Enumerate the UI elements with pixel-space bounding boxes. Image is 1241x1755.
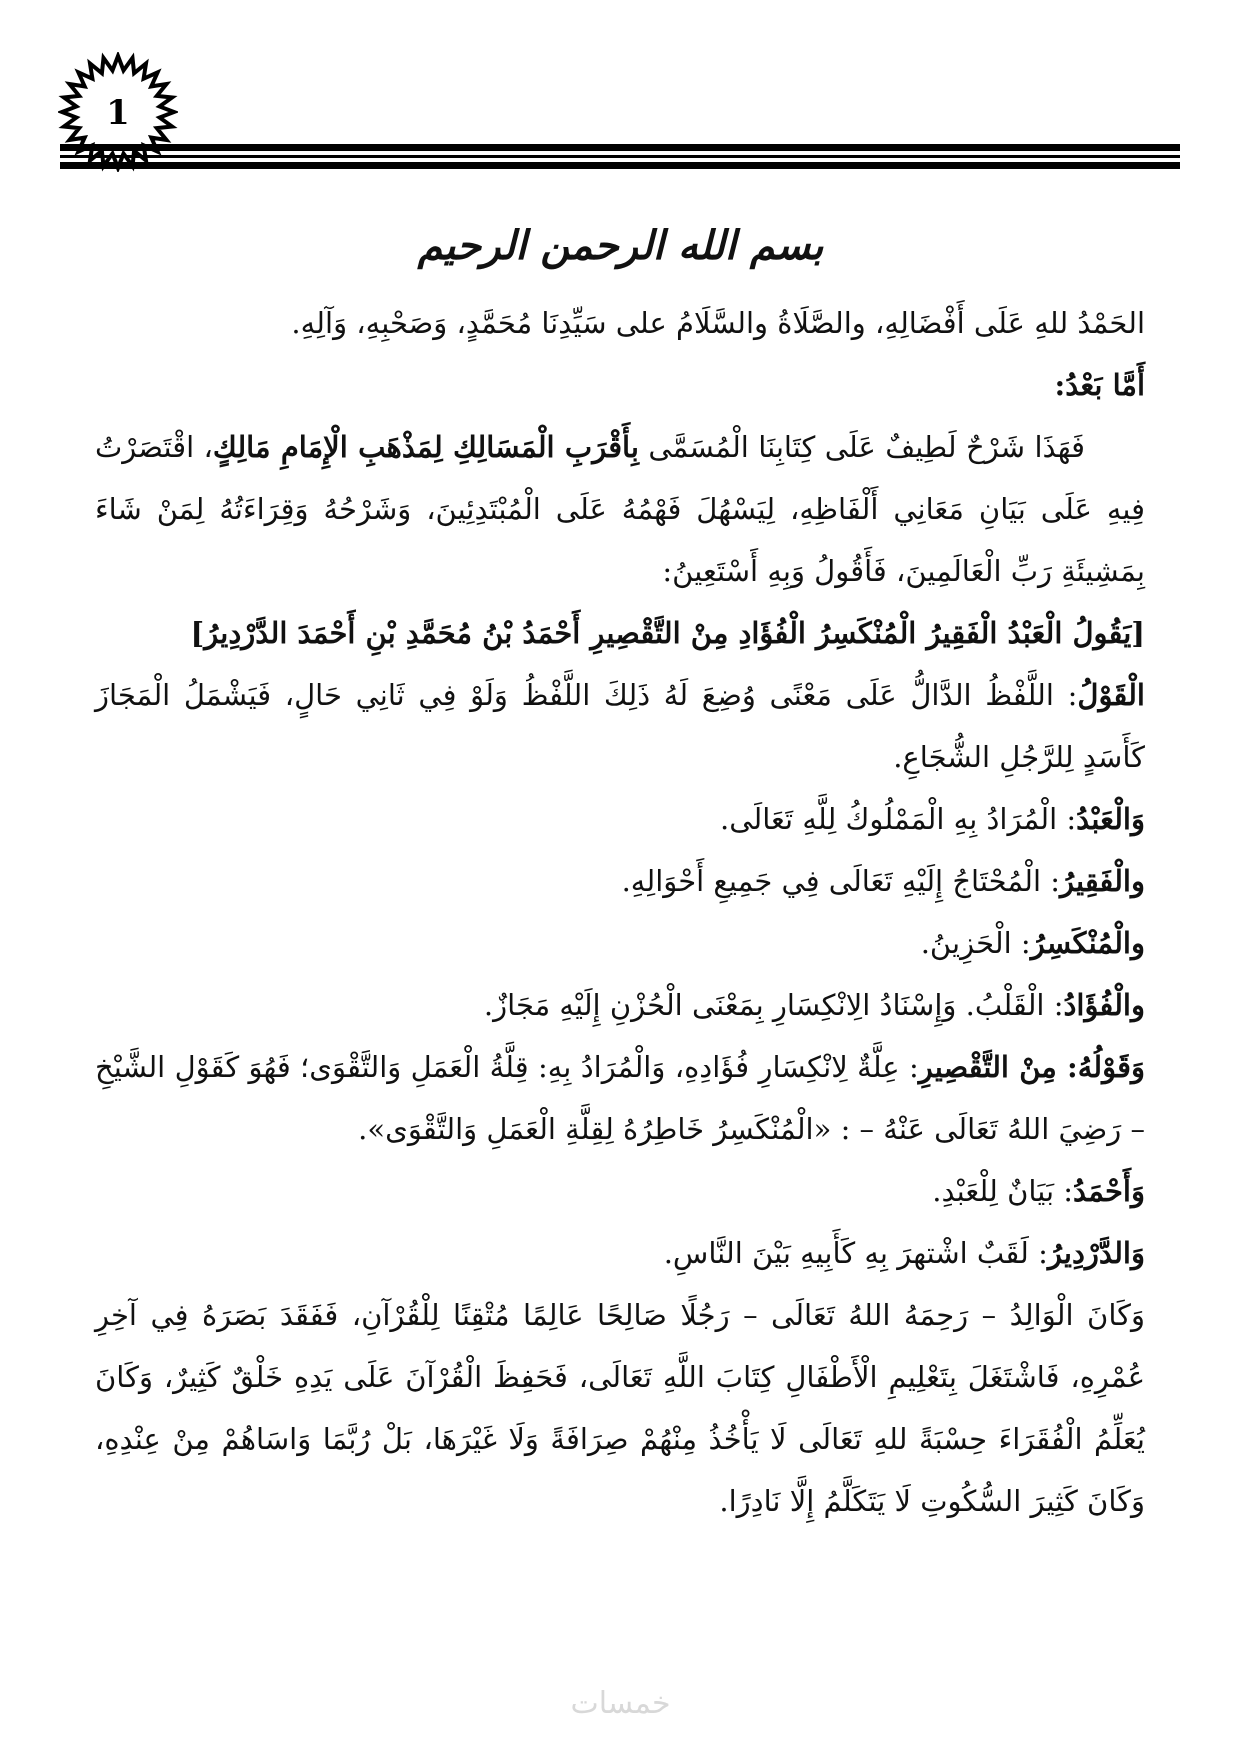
starburst-icon <box>58 52 178 172</box>
paragraph-father: وَكَانَ الْوَالِدُ – رَحِمَهُ اللهُ تَعَالَى – رَجُلًا صَالِحًا عَالِمًا مُتْقِنًا لِلْقُرْآنِ، فَفَقَدَ بَصَرَهُ فِي آخِرِ عُمْرِهِ، فَاشْتَغَلَ بِتَعْلِيمِ الْأَطْفَالِ كِتَابَ اللَّهِ تَعَالَى، فَحَفِظَ الْقُرْآنَ عَلَى يَدِهِ خَلْقٌ كَثِيرٌ، وَكَانَ يُعَلِّمُ الْفُقَرَاءَ حِسْبَةً للهِ تَعَالَى لَا يَأْخُذُ مِنْهُمْ صِرَافَةً وَلَا غَيْرَهَا، بَلْ رُبَّمَا وَاسَاهُمْ مِنْ عِنْدِهِ، وَكَانَ كَثِيرَ السُّكُوتِ لَا يَتَكَلَّمُ إِلَّا نَادِرًا. <box>95 1298 1145 1518</box>
paragraph-praise: الحَمْدُ للهِ عَلَى أَفْضَالِهِ، والصَّلَاةُ والسَّلَامُ على سَيِّدِنَا مُحَمَّدٍ، وَصَحْبِهِ، وَآلِهِ. <box>291 306 1145 340</box>
paragraph-dardir: وَالدَّرْدِيرُ: لَقَبٌ اشْتهرَ بِهِ كَأَبِيهِ بَيْنَ النَّاسِ. <box>663 1236 1145 1270</box>
paragraph-faqir: والْفَقِيرُ: الْمُحْتَاجُ إِلَيْهِ تَعَالَى فِي جَمِيعِ أَحْوَالِهِ. <box>621 864 1145 898</box>
page-number-badge <box>58 52 178 172</box>
page-header <box>0 0 1241 200</box>
page-number: 1 <box>106 93 130 133</box>
basmala-calligraphy: بسم الله الرحمن الرحيم <box>417 222 824 269</box>
paragraph-ahmad: وَأَحْمَدُ: بَيَانٌ لِلْعَبْدِ. <box>932 1174 1145 1208</box>
paragraph-fuad: والْفُؤَادُ: الْقَلْبُ. وَإِسْنَادُ الِانْكِسَارِ بِمَعْنَى الْحُزْنِ إِلَيْهِ مَجَازٌ. <box>483 988 1145 1022</box>
paragraph-qawl: الْقَوْلُ: اللَّفْظُ الدَّالُّ عَلَى مَعْنًى وُضِعَ لَهُ ذَلِكَ اللَّفْظُ وَلَوْ فِي ثَانِي حَالٍ، فَيَشْمَلُ الْمَجَازَ كَأَسَدٍ لِلرَّجُلِ الشُّجَاعِ. <box>95 678 1145 774</box>
header-rule-middle <box>60 155 1180 158</box>
header-rule-bottom <box>60 162 1180 169</box>
paragraph-matn-quote: [يَقُولُ الْعَبْدُ الْفَقِيرُ الْمُنْكَسِرُ الْفُؤَادِ مِنْ التَّقْصِيرِ أَحْمَدُ بْنُ مُحَمَّدِ بْنِ أَحْمَدَ الدَّرْدِيرُ] <box>190 616 1145 650</box>
header-rule-top <box>60 144 1180 151</box>
paragraph-munkasir: والْمُنْكَسِرُ: الْحَزِينُ. <box>920 926 1145 960</box>
paragraph-amma-bad: أَمَّا بَعْدُ: <box>1054 368 1145 402</box>
document-body <box>95 292 1145 1532</box>
paragraph-taqsir: وَقَوْلُهُ: مِنْ التَّقْصِيرِ: عِلَّةٌ لِانْكِسَارِ فُؤَادِهِ، وَالْمُرَادُ بِهِ: قِلَّةُ الْعَمَلِ وَالتَّقْوَى؛ فَهُوَ كَقَوْلِ الشَّيْخِ – رَضِيَ اللهُ تَعَالَى عَنْهُ – : «الْمُنْكَسِرُ خَاطِرُهُ لِقِلَّةِ الْعَمَلِ وَالتَّقْوَى». <box>95 1050 1145 1146</box>
paragraph-intro: فَهَذَا شَرْحٌ لَطِيفٌ عَلَى كِتَابِنَا الْمُسَمَّى بِأَقْرَبِ الْمَسَالِكِ لِمَذْهَبِ الْإِمَامِ مَالِكٍ، اقْتَصَرْتُ فِيهِ عَلَى بَيَانِ مَعَانِي أَلْفَاظِهِ، لِيَسْهُلَ فَهْمُهُ عَلَى الْمُبْتَدِئِينَ، وَشَرْحُهُ وَقِرَاءَتُهُ لِمَنْ شَاءَ بِمَشِيئَةِ رَبِّ الْعَالَمِينَ، فَأَقُولُ وَبِهِ أَسْتَعِينُ: <box>95 430 1145 588</box>
paragraph-abd: وَالْعَبْدُ: الْمُرَادُ بِهِ الْمَمْلُوكُ لِلَّهِ تَعَالَى. <box>719 802 1145 836</box>
watermark-logo: خمسات <box>570 1686 671 1721</box>
